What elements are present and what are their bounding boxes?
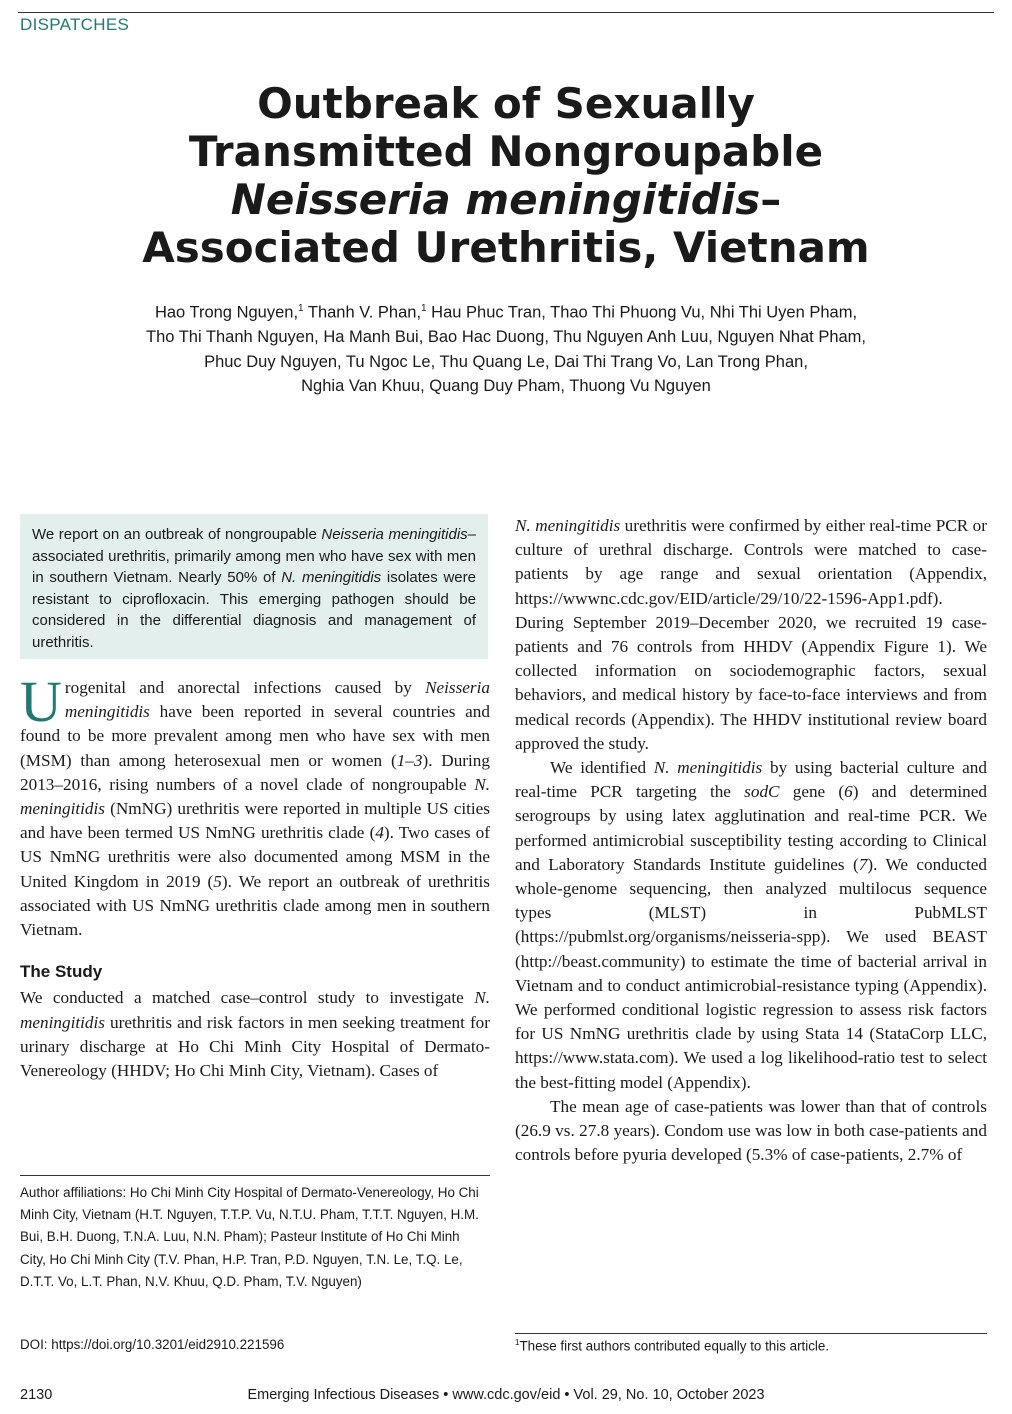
title-line-3-dash: – — [760, 175, 782, 224]
right-column — [515, 514, 987, 1167]
journal-footer: Emerging Infectious Diseases • www.cdc.gov/eid • Vol. 29, No. 10, October 2023 — [247, 1387, 765, 1403]
author-text: Hau Phuc Tran, Thao Thi Phuong Vu, Nhi Thi Uyen Pham, — [426, 303, 858, 322]
article-title — [40, 80, 972, 272]
author-text: Hao Trong Nguyen, — [154, 303, 299, 322]
title-line-3-italic: Neisseria meningitidis — [230, 175, 761, 224]
author-footnote-mark: 1 — [421, 303, 427, 314]
title-line-4: Associated Urethritis, Vietnam — [142, 223, 870, 272]
affiliation-rule — [20, 1175, 490, 1176]
author-list — [40, 297, 972, 399]
right-paragraph-2: We identified N. meningitidis by using bacterial culture and real-time PCR targeting the sodC gene (6) and determined serogroups by using latex agglutination and real-time PCR. We performed antimicrobial susceptibility testing according to Clinical and Laboratory Standards Institute guidelines (7). We conducted whole-genome sequencing, then analyzed multilocus sequence types (MLST) in PubMLST (https://pubmlst.org/organisms/neisseria-spp). We used BEAST (http://beast.community) to estimate the time of bacterial arrival in Vietnam and to conduct antimicrobial-resistance typing (Appendix). We performed conditional logistic regression to assess risk factors for US NmNG urethritis clade by using Stata 14 (StataCorp LLC, https://www.stata.com). We used a log likelihood-ratio test to select the best-fitting model (Appendix). — [515, 758, 988, 1092]
top-rule — [18, 12, 994, 13]
title-line-1: Outbreak of Sexually — [257, 79, 755, 128]
footnote-rule — [515, 1333, 987, 1334]
left-column — [20, 669, 490, 1083]
footnote — [515, 1338, 829, 1353]
study-paragraph: We conducted a matched case–control study to investigate N. meningitidis urethritis and risk factors in men seeking treatment for urinary discharge at Ho Chi Minh City Hospital of Dermato-Venereology (HHDV; Ho Chi Minh City, Vietnam). Cases of — [20, 988, 490, 1081]
doi-link[interactable]: DOI: https://doi.org/10.3201/eid2910.221596 — [20, 1337, 285, 1352]
intro-paragraph: Urogenital and anorectal infections caused by Neisseria meningitidis have been reported in several countries and found to be more prevalent among men who have sex with men (MSM) than among heterosexual men or women (1–3). During 2013–2016, rising numbers of a novel clade of nongroupable N. meningitidis (NmNG) urethritis were reported in multiple US cities and have been termed US NmNG urethritis clade (4). Two cases of US NmNG urethritis were also documented among MSM in the United Kingdom in 2019 (5). We report an outbreak of urethritis associated with US NmNG urethritis clade among men in southern Vietnam. — [20, 669, 490, 940]
author-text: Phuc Duy Nguyen, Tu Ngoc Le, Thu Quang Le, Dai Thi Trang Vo, Lan Trong Phan, — [204, 352, 808, 371]
author-footnote-mark: 1 — [298, 303, 304, 314]
author-text: Nghia Van Khuu, Quang Duy Pham, Thuong Vu Nguyen — [301, 377, 711, 395]
right-paragraph-1: N. meningitidis urethritis were confirmed by either real-time PCR or culture of urethral discharge. Controls were matched to case-patients by age range and sexual orientation (Appendix, https://wwwnc.cdc.gov/EID/article/29/10/22-1596-App1.pdf). During September 2019–December 2020, we recruited 19 case-patients and 76 controls from HHDV (Appendix Figure 1). We collected information on sociodemographic factors, sexual behaviors, and medical history by face-to-face interviews and from medical records (Appendix). The HHDV institutional review board approved the study. — [515, 516, 987, 753]
drop-cap: U — [20, 669, 62, 734]
right-paragraph-3: The mean age of case-patients was lower than that of controls (26.9 vs. 27.8 years). Condom use was low in both case-patients and controls before pyuria developed (5.3% of case-patients, 2.7% of — [515, 1096, 987, 1165]
author-text: Tho Thi Thanh Nguyen, Ha Manh Bui, Bao Hac Duong, Thu Nguyen Anh Luu, Nguyen Nhat Pham, — [145, 328, 867, 346]
abstract-text: We report on an outbreak of nongroupable Neisseria meningitidis–associated urethritis, primarily among men who have sex with men in southern Vietnam. Nearly 50% of N. meningitidis isolates were resistant to ciprofloxacin. This emerging pathogen should be considered in the differential diagnosis and management of urethritis. — [32, 526, 476, 651]
footnote-text: These first authors contributed equally to this article. — [519, 1338, 830, 1354]
title-line-2: Transmitted Nongroupable — [188, 127, 824, 176]
abstract-box — [20, 514, 488, 659]
author-text: Thanh V. Phan, — [303, 303, 422, 322]
footnote-mark: 1 — [515, 1338, 520, 1347]
section-label: DISPATCHES — [20, 15, 130, 34]
page-number: 2130 — [20, 1387, 53, 1403]
section-heading-the-study: The Study — [20, 962, 103, 982]
author-affiliations: Author affiliations: Ho Chi Minh City Hospital of Dermato-Venereology, Ho Chi Minh City, Vietnam (H.T. Nguyen, T.T.P. Vu, N.T.U. Pham, T.T.T. Nguyen, H.M. Bui, B.H. Duong, T.N.A. Luu, N.N. Pham); Pasteur Institute of Ho Chi Minh City, Ho Chi Minh City (T.V. Phan, H.P. Tran, P.D. Nguyen, T.N. Le, T.Q. Le, D.T.T. Vo, L.T. Phan, N.V. Khuu, Q.D. Pham, T.V. Nguyen) — [20, 1185, 479, 1289]
